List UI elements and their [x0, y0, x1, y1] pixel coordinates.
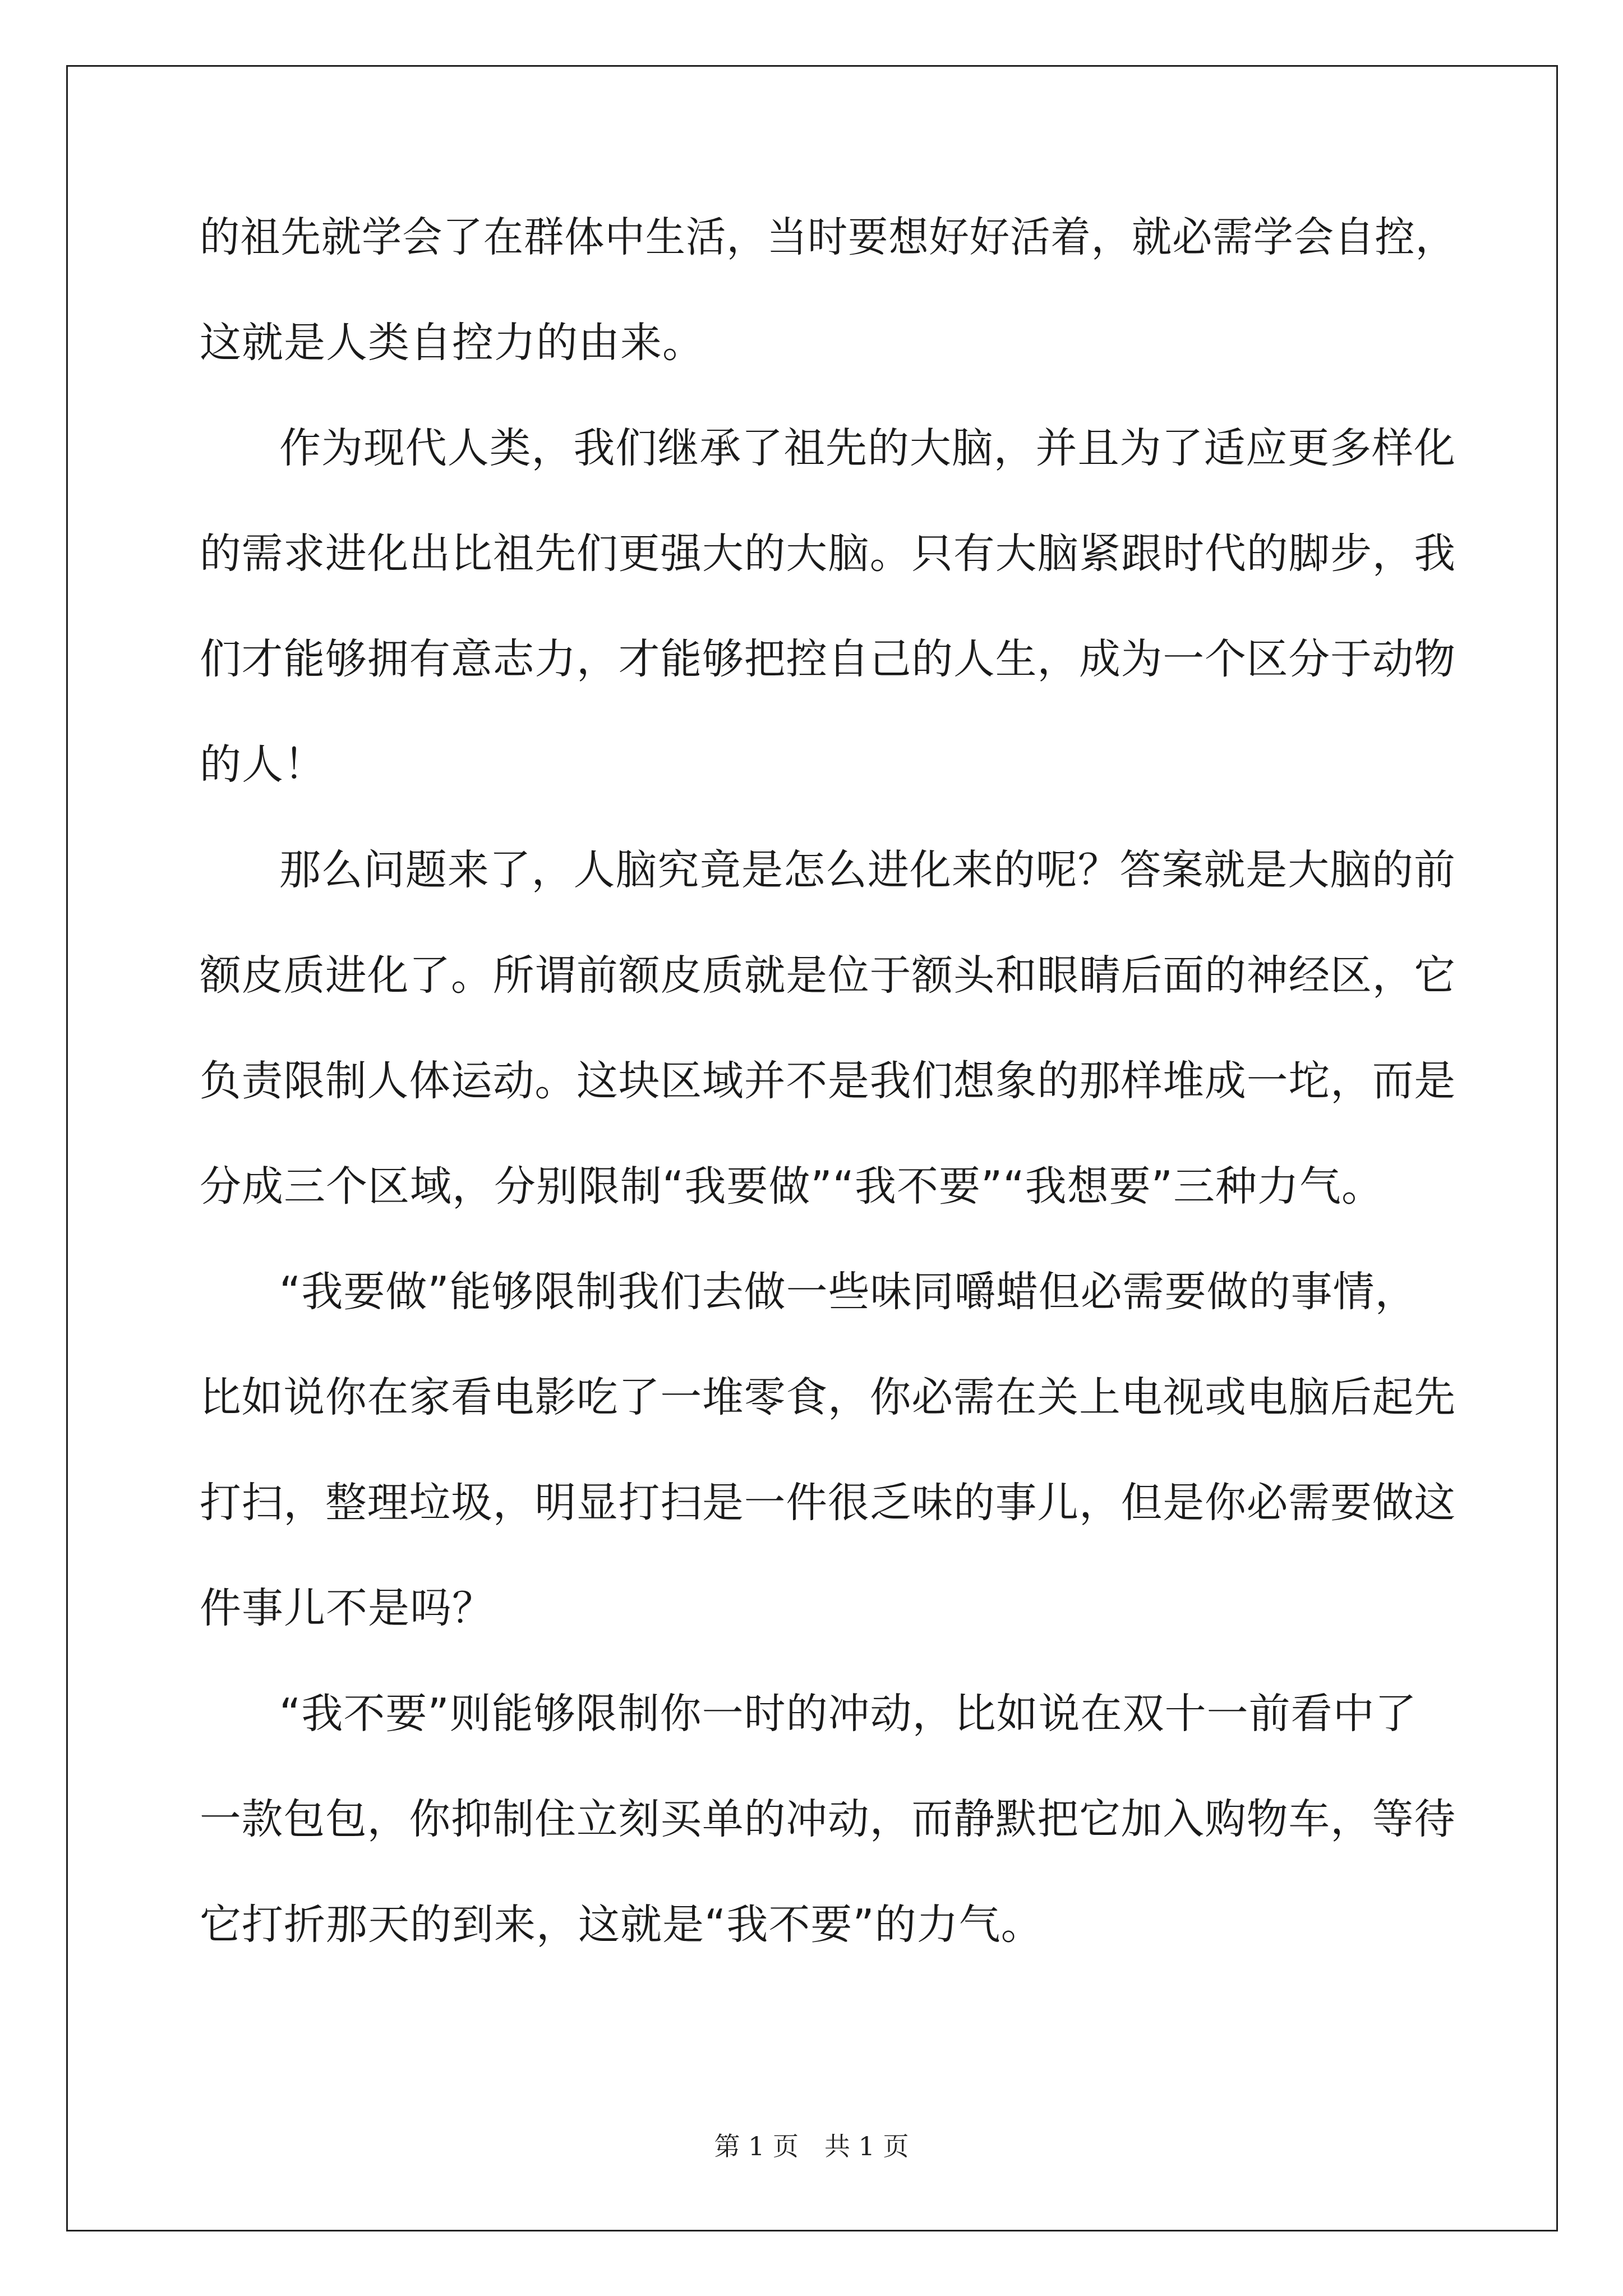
text-line-content: 打扫，整理垃圾，明显打扫是一件很乏味的事儿，但是你必需要做这: [200, 1479, 1456, 1527]
body-text: [200, 213, 1456, 2009]
text-line-content: 们才能够拥有意志力，才能够把控自己的人生，成为一个区分于动物: [200, 635, 1456, 683]
text-line: [200, 635, 1456, 744]
paragraph-start-line: [200, 424, 1456, 533]
paragraph-start-line: [200, 1690, 1456, 1798]
text-line-content: 的人！: [200, 740, 326, 789]
text-line: [200, 319, 1456, 427]
page-number: 第 1 页 共 1 页: [714, 2131, 909, 2161]
page-footer: [0, 2131, 1623, 2162]
text-line-content: 负责限制人体运动。这块区域并不是我们想象的那样堆成一坨，而是: [200, 1057, 1456, 1105]
text-line: [200, 1479, 1456, 1588]
text-line: [200, 1901, 1456, 2009]
text-line: [200, 213, 1456, 322]
text-line: [200, 951, 1456, 1060]
text-line-content: 作为现代人类，我们继承了祖先的大脑，并且为了适应更多样化: [279, 424, 1456, 472]
text-line: [200, 530, 1456, 638]
text-line: [200, 1795, 1456, 1904]
text-line: [200, 1373, 1456, 1482]
text-line-content: 它打折那天的到来，这就是“我不要”的力气。: [200, 1901, 1043, 1949]
text-line-content: 额皮质进化了。所谓前额皮质就是位于额头和眼睛后面的神经区，它: [200, 951, 1456, 1000]
text-line-content: 分成三个区域，分别限制“我要做”“我不要”“我想要”三种力气。: [200, 1162, 1384, 1211]
text-line-content: 件事儿不是吗？: [200, 1584, 494, 1632]
text-line-content: 的需求进化出比祖先们更强大的大脑。只有大脑紧跟时代的脚步，我: [200, 530, 1456, 578]
text-line-content: 一款包包，你抑制住立刻买单的冲动，而静默把它加入购物车，等待: [200, 1795, 1456, 1843]
text-line: [200, 1584, 1456, 1693]
text-line-content: 这就是人类自控力的由来。: [200, 319, 704, 367]
text-line-content: 的祖先就学会了在群体中生活，当时要想好好活着，就必需学会自控，: [200, 213, 1456, 261]
paragraph-start-line: [200, 1268, 1456, 1377]
text-line-content: “我不要”则能够限制你一时的冲动，比如说在双十一前看中了: [279, 1690, 1417, 1738]
text-line: [200, 740, 1456, 849]
text-line-content: 比如说你在家看电影吃了一堆零食，你必需在关上电视或电脑后起先: [200, 1373, 1456, 1421]
text-line: [200, 1057, 1456, 1166]
text-line-content: “我要做”能够限制我们去做一些味同嚼蜡但必需要做的事情，: [279, 1268, 1417, 1316]
text-line: [200, 1162, 1456, 1271]
paragraph-start-line: [200, 846, 1456, 955]
text-line-content: 那么问题来了，人脑究竟是怎么进化来的呢？答案就是大脑的前: [279, 846, 1456, 894]
